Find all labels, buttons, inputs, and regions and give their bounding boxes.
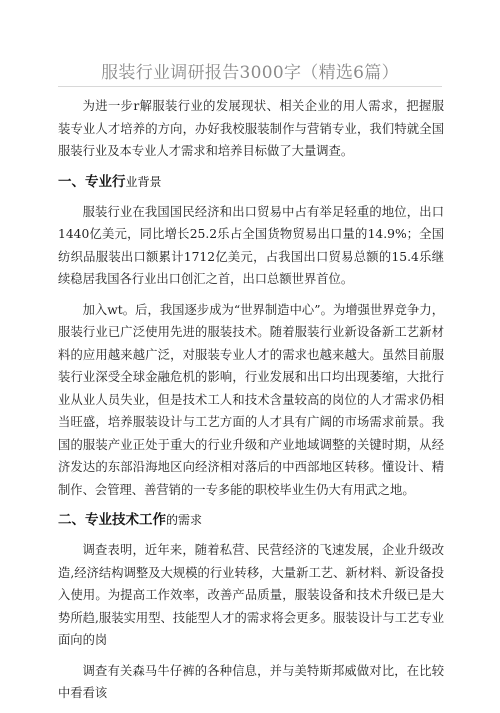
section-heading-light: 业背景 [125, 174, 162, 189]
intro-paragraph: 为进一步r解服装行业的发展现状、相关企业的用人需求，把握服装专业人才培养的方向，办好我校服装制作与营销专业，我们特就全国服装行业及本专业人才需求和培养目标做了大量调查。 [58, 99, 444, 158]
page-title: 服装行业调研报告3000字（精选6篇） [101, 63, 399, 83]
section-heading-demand [58, 509, 444, 531]
paragraph: 调查有关森马牛仔裤的各种信息，并与美特斯邦威做对比，在比较中看看该 [58, 663, 444, 700]
section-heading-background [58, 171, 444, 193]
paragraph: 调查表明，近年来，随着私营、民营经济的飞速发展，企业升级改造,经济结构调整及大规模的行业转移，大量新工艺、新材料、新设备投入使用。为提高工作效率，改善产品质量，服装设备和技术升级已是大势所趋,服装实用型、技能型人才的需求将会更多。服装设计与工艺专业面向的岗 [58, 543, 444, 647]
section-heading-bold: 一、专业行 [58, 173, 126, 190]
paragraph: 服装行业在我国国民经济和出口贸易中占有举足轻重的地位，出口1440亿美元，同比增长25.2乐占全国货物贸易出口量的14.9%；全国纺织品服装出口额累计1712亿美元，占我国出口贸易总额的15.4乐继续稳居我国各行业出口创汇之首，出口总额世界首位。 [58, 204, 444, 286]
document-body [58, 95, 444, 713]
section-heading-light: 的需求 [166, 513, 203, 527]
section-heading-bold: 二、专业技术工作 [58, 512, 166, 528]
title-divider [58, 86, 442, 87]
paragraph: 加入wt。后，我国逐步成为“世界制造中心”。为增强世界竞争力，服装行业已广泛使用先进的服装技术。随着服装行业新设备新工艺新材料的应用越来越广泛，对服装专业人才的需求也越来越大。虽然目前服装行业深受全球金融危机的影响，行业发展和出口均出现萎缩，大批行业从业人员失业，但是技术工人和技术含量较高的岗位的人才需求仍相当旺盛，培养服装设计与工艺方面的人才具有广阔的市场需求前景。我国的服装产业正处于重大的行业升级和产业地域调整的关键时期，从经济发达的东部沿海地区向经济相对落后的中西部地区转移。懂设计、精制作、会管理、善营销的一专多能的职校毕业生仍大有用武之地。 [58, 302, 444, 497]
